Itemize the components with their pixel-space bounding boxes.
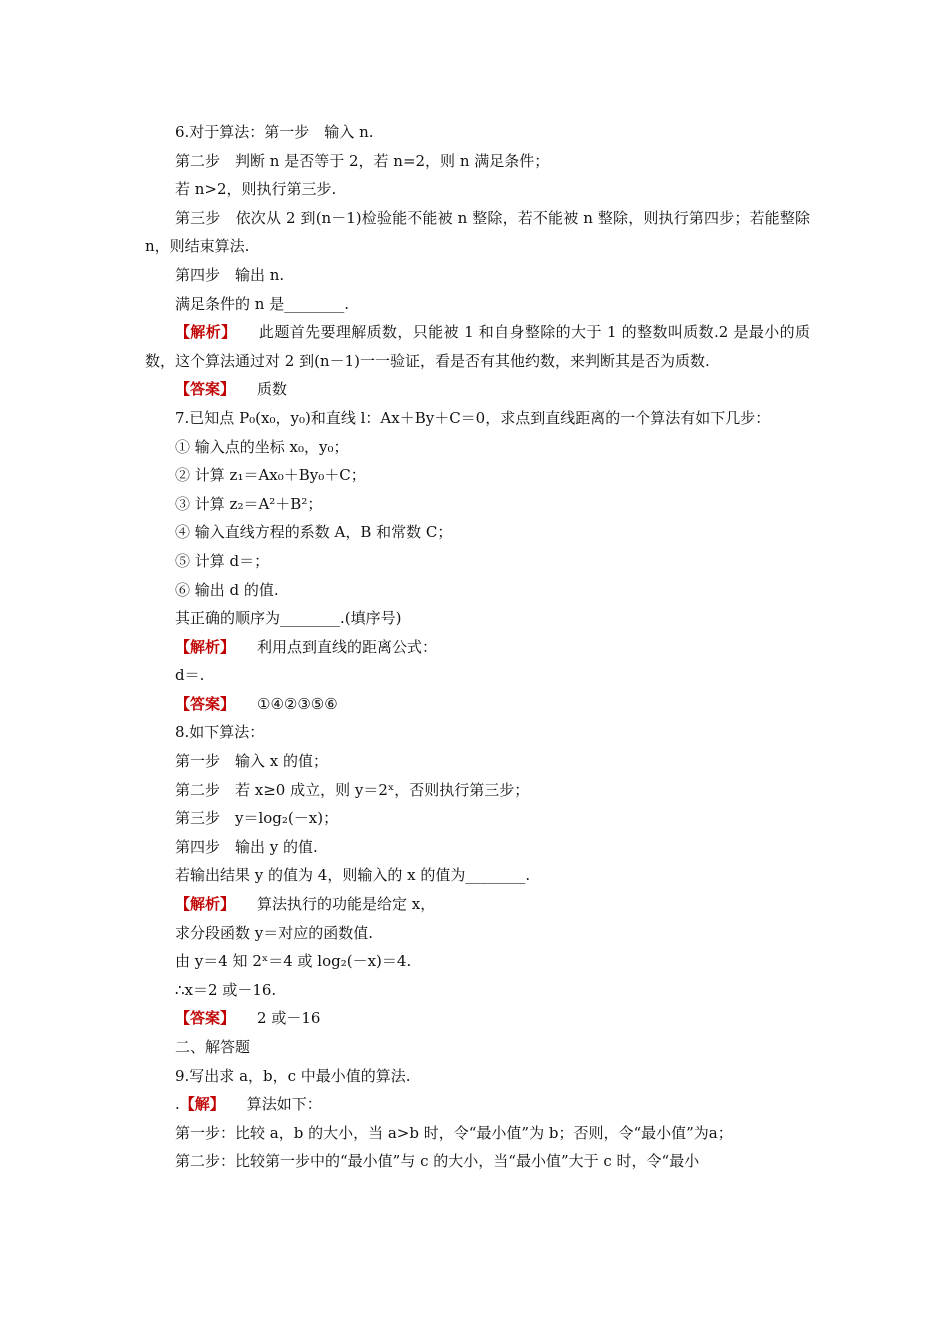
q7-step6: ⑥ 输出 d 的值. xyxy=(175,580,279,599)
q8-analysis-text: 算法执行的功能是给定 x， xyxy=(257,895,436,914)
q7-formula: d＝. xyxy=(175,666,205,685)
solution-tag: 【解】 xyxy=(179,1095,225,1114)
q7-step3: ③ 计算 z₂＝A²＋B²； xyxy=(175,494,323,513)
q6-analysis-text: 此题首先要理解质数，只能被 1 和自身整除的大于 1 的整数叫质数.2 是最小的质数，这个算法通过对 2 到(n－1)一一验证，看是否有其他约数，来判断其是否为质数. xyxy=(145,323,810,370)
q8-stem: 8.如下算法： xyxy=(175,723,265,742)
q9-solution-text: 算法如下： xyxy=(246,1095,322,1114)
solution-prefix: . xyxy=(175,1095,180,1114)
answer-tag: 【答案】 xyxy=(175,380,236,399)
q6-step2-cont: 若 n>2，则执行第三步. xyxy=(175,180,337,199)
q6-step3: 第三步 依次从 2 到(n－1)检验能不能被 n 整除，若不能被 n 整除，则执行第四步；若能整除 n，则结束算法. xyxy=(145,208,810,256)
answer-tag: 【答案】 xyxy=(175,1009,236,1028)
q6-step4: 第四步 输出 n. xyxy=(175,265,285,284)
q7-analysis xyxy=(145,633,810,662)
document-page xyxy=(145,118,810,1176)
q6-answer-text: 质数 xyxy=(257,380,288,399)
answer-tag: 【答案】 xyxy=(175,694,236,713)
q8-analysis-line3: 由 y＝4 知 2ˣ＝4 或 log₂(－x)＝4. xyxy=(175,952,412,971)
q9-step2: 第二步：比较第一步中的“最小值”与 c 的大小，当“最小值”大于 c 时，令“最小 xyxy=(175,1152,700,1171)
q8-step3: 第三步 y＝log₂(－x)； xyxy=(175,809,339,828)
q7-step2: ② 计算 z₁＝Ax₀＋By₀＋C； xyxy=(175,466,366,485)
q7-question: 其正确的顺序为________.(填序号) xyxy=(175,609,402,628)
q9-solution xyxy=(145,1090,810,1119)
analysis-tag: 【解析】 xyxy=(175,637,236,656)
q7-answer-text: ①④②③⑤⑥ xyxy=(257,694,338,713)
q9-stem: 9.写出求 a，b，c 中最小值的算法. xyxy=(175,1066,411,1085)
q7-stem: 7.已知点 P₀(x₀，y₀)和直线 l：Ax＋By＋C＝0，求点到直线距离的一个算法有如下几步： xyxy=(175,408,771,427)
q8-answer xyxy=(145,1004,810,1033)
analysis-tag: 【解析】 xyxy=(175,895,236,914)
section-heading: 二、解答题 xyxy=(175,1038,251,1056)
q8-answer-text: 2 或－16 xyxy=(257,1009,321,1028)
q7-step5: ⑤ 计算 d＝； xyxy=(175,551,270,570)
q7-step1: ① 输入点的坐标 x₀，y₀； xyxy=(175,437,349,456)
q6-answer xyxy=(145,375,810,404)
q9-step1: 第一步：比较 a，b 的大小，当 a>b 时，令“最小值”为 b；否则，令“最小值”为a； xyxy=(175,1123,733,1142)
q6-analysis xyxy=(145,318,810,375)
q8-analysis-line2: 求分段函数 y＝对应的函数值. xyxy=(175,923,374,942)
q8-step1: 第一步 输入 x 的值； xyxy=(175,752,328,771)
q6-question: 满足条件的 n 是________. xyxy=(175,294,349,313)
q8-question: 若输出结果 y 的值为 4，则输入的 x 的值为________. xyxy=(175,866,531,885)
q6-step2: 第二步 判断 n 是否等于 2，若 n=2，则 n 满足条件； xyxy=(175,151,550,170)
q8-step4: 第四步 输出 y 的值. xyxy=(175,837,318,856)
q8-analysis xyxy=(145,890,810,919)
q7-analysis-text: 利用点到直线的距离公式： xyxy=(257,637,438,656)
q6-stem: 6.对于算法：第一步 输入 n. xyxy=(175,123,374,141)
q8-step2: 第二步 若 x≥0 成立，则 y＝2ˣ，否则执行第三步； xyxy=(175,780,530,799)
q7-answer xyxy=(145,690,810,719)
analysis-tag: 【解析】 xyxy=(175,323,237,342)
q8-analysis-line4: ∴x＝2 或－16. xyxy=(175,980,277,999)
q7-step4: ④ 输入直线方程的系数 A，B 和常数 C； xyxy=(175,523,453,542)
